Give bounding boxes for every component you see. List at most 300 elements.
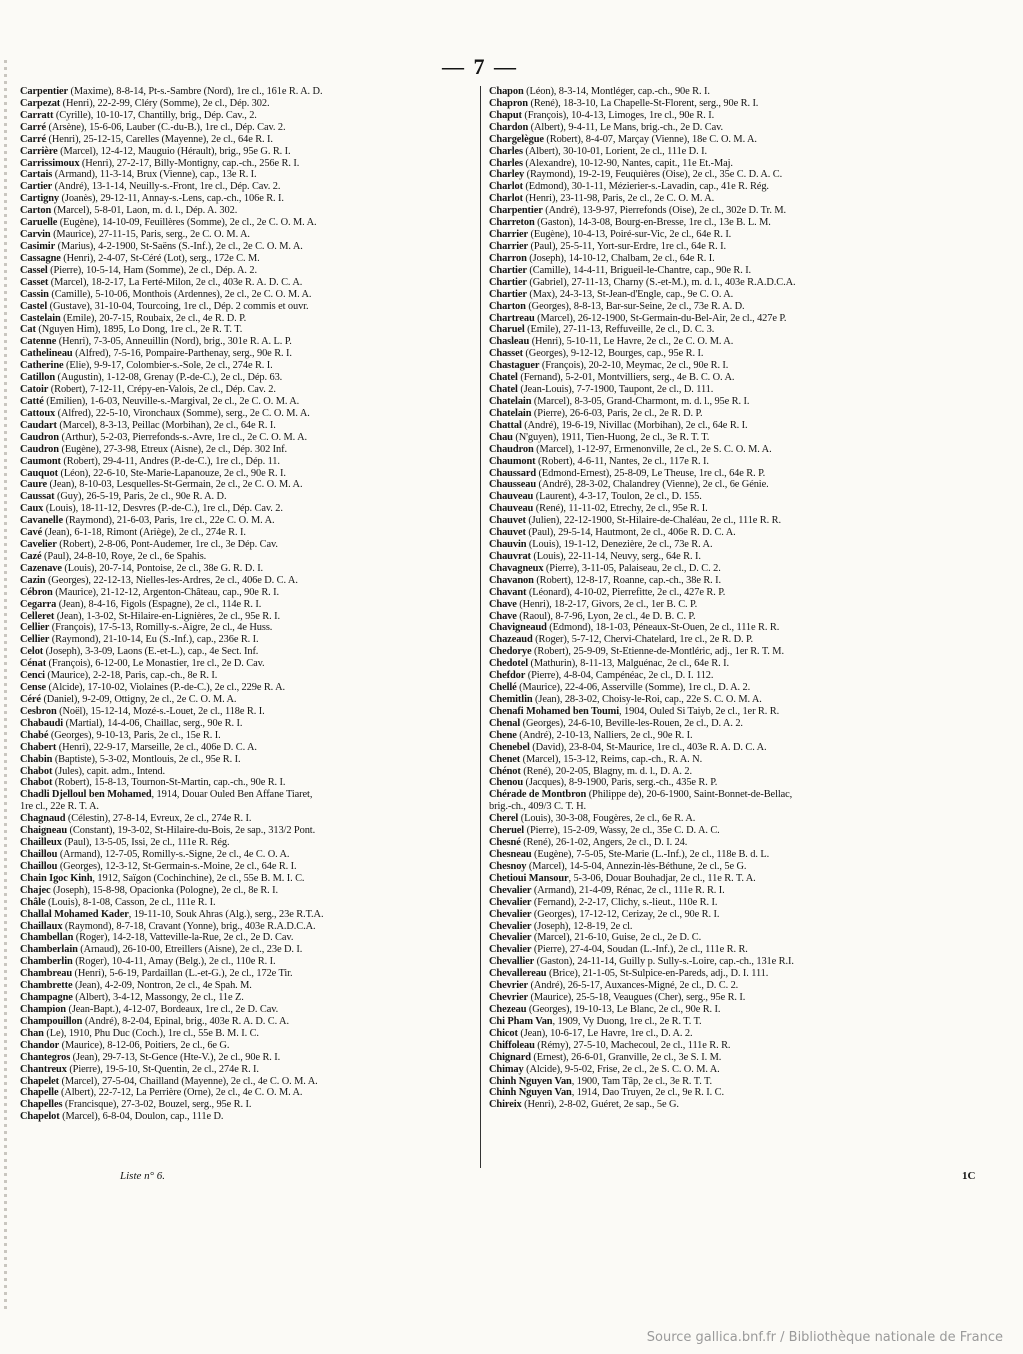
entry-details: (Brice), 21-1-05, St-Sulpice-en-Pareds, adj., D. I. 111. [546,968,769,980]
entry-row [489,1004,953,1016]
entry-surname: Catillon [20,372,55,384]
entry-details: (Eugène), 27-3-98, Etreux (Aisne), 2e cl., Dép. 302 Inf. [58,443,287,455]
entry-details: (André), 2-10-13, Nalliers, 2e cl., 90e R. I. [516,729,693,741]
entry-details: (Henri), 23-11-98, Paris, 2e cl., 2e C. O. M. A. [522,193,715,205]
entry-row [489,932,953,944]
entry-surname: Chatel [489,384,518,396]
entry-row [489,313,953,325]
entry-surname: Chargelègue [489,133,544,145]
entry-surname: Chastaguer [489,360,540,372]
entry-details: brig.-ch., 409/3 C. T. H. [489,801,586,813]
entry-surname: Cébron [20,586,53,598]
entry-details: (Maurice), 8-12-06, Poitiers, 2e cl., 6e G. [59,1039,230,1051]
entry-surname: Challal Mohamed Kader [20,908,129,920]
entry-row [489,277,953,289]
entry-surname: Carpentier [20,86,69,97]
entry-row [20,694,484,706]
entry-row [20,992,484,1004]
entry-row [489,813,953,825]
left-column [20,86,484,1166]
entry-surname: Caure [20,479,48,491]
entry-details: , 1914, Douar Ouled Ben Affane Tiaret, [151,789,313,801]
entry-row [20,539,484,551]
entry-row [489,730,953,742]
entry-row [20,348,484,360]
list-label: Liste n° 6. [120,1170,166,1182]
entry-row [489,825,953,837]
entry-row [489,348,953,360]
entry-details: (Robert), 15-8-13, Tournon-St-Martin, cap.-ch., 90e R. I. [52,777,286,789]
entry-row [20,789,484,801]
entry-surname: Catoir [20,384,49,396]
entry-row [20,897,484,909]
entry-surname: Chetioui Mansour [489,872,569,884]
entry-surname: Chinh Nguyen Van [489,1075,572,1087]
entry-details: (Marcel), 26-12-1900, St-Germain-du-Bel-Air, 2e cl., 427e P. [534,312,787,324]
entry-details: (Maxime), 8-8-14, Pt-s.-Sambre (Nord), 1re cl., 161e R. A. D. [68,86,323,97]
entry-surname: Chesneau [489,849,532,860]
entry-details: (Albert), 3-4-12, Massongy, 2e cl., 11e Z. [72,992,244,1004]
entry-details: (Gustave), 31-10-04, Tourcoing, 1re cl., Dép. 2 commis et ouvr. [47,300,309,312]
entry-details: (Pierre), 27-4-04, Soudan (L.-Inf.), 2e cl., 111e R. R. [531,944,748,956]
entry-row [489,718,953,730]
entry-details: (Marcel), 8-3-05, Grand-Charmont, m. d. l., 95e R. I. [531,395,750,407]
entry-surname: Cazé [20,550,42,562]
entry-row [489,885,953,897]
entry-details: (Emile), 20-7-15, Roubaix, 2e cl., 4e R. D. P. [60,312,247,324]
entry-details: (Henri), 2-8-02, Guéret, 2e sap., 5e G. [521,1099,679,1111]
entry-details: (Léonard), 4-10-02, Pierrefitte, 2e cl., 427e R. P. [526,586,726,598]
entry-surname: Caussat [20,491,55,503]
entry-row [20,265,484,277]
entry-row [489,968,953,980]
entry-surname: Celleret [20,610,55,622]
entry-details: (René), 11-11-02, Etrechy, 2e cl., 95e R. I. [533,503,708,515]
entry-details: (René), 20-2-05, Blagny, m. d. l., D. A. 2. [520,765,692,777]
entry-details: (Pierre), 15-2-09, Wassy, 2e cl., 35e C. D. A. C. [524,825,720,837]
entry-details: (Georges), 9-10-13, Paris, 2e cl., 15e R. I. [48,729,221,741]
entry-details: (Elie), 9-9-17, Colombier-s.-Sole, 2e cl., 274e R. I. [63,360,273,372]
entry-surname: Chedorye [489,646,532,658]
entry-surname: Chignard [489,1051,531,1063]
entry-surname: Chamberlin [20,956,73,968]
entry-row [489,444,953,456]
entry-details: (André), 13-1-14, Neuilly-s.-Front, 1re cl., Dép. Cav. 2. [52,181,281,193]
entry-row [20,622,484,634]
entry-row [20,491,484,503]
entry-surname: Cassagne [20,252,61,264]
entry-surname: Champagne [20,992,73,1004]
entry-details: (Louis), 20-7-14, Pontoise, 2e cl., 38e G. R. D. I. [61,562,264,574]
entry-details: (André), 8-2-04, Epinal, brig., 403e R. A. D. C. A. [82,1015,289,1027]
entry-row [489,158,953,170]
entry-row [20,479,484,491]
entry-surname: Castelain [20,312,61,324]
entry-row [489,1076,953,1088]
entry-surname: Chenebel [489,741,530,753]
entry-details: (Pierre), 10-5-14, Ham (Somme), 2e cl., Dép. A. 2. [47,264,257,276]
entry-row [489,742,953,754]
entry-row [489,515,953,527]
entry-surname: Chevallereau [489,968,547,980]
entry-surname: Cellier [20,634,50,646]
entry-surname: Cartigny [20,193,60,205]
entry-details: (François), 17-5-13, Romilly-s.-Aigre, 2e cl., 4e Huss. [49,622,273,634]
entry-details: (Henri), 5-6-19, Pardaillan (L.-et-G.), 2e cl., 172e Tir. [72,968,293,980]
entry-row [20,181,484,193]
entry-surname: Charron [489,252,527,264]
entry-surname: Chambellan [20,932,74,944]
entry-details: (Ernest), 26-6-01, Granville, 2e cl., 3e S. I. M. [530,1051,722,1063]
entry-details: (Joseph), 12-8-19, 2e cl. [531,920,633,932]
entry-details: (Marcel), 12-4-12, Mauguio (Hérault), brig., 95e G. R. I. [57,145,291,157]
entry-surname: Charton [489,300,526,312]
entry-row [489,909,953,921]
entry-surname: Chapelot [20,1111,60,1123]
entry-row [20,909,484,921]
entry-surname: Charreton [489,217,535,229]
entry-surname: Chenal [489,717,521,729]
entry-details: (André), 26-5-17, Auxances-Migné, 2e cl., D. C. 2. [528,980,739,992]
entry-row [489,229,953,241]
entry-row [20,599,484,611]
entry-row [20,217,484,229]
entry-details: (Maurice), 2-2-18, Paris, cap.-ch., 8e R. I. [44,670,218,682]
entry-row [489,801,953,813]
entry-row [489,1087,953,1099]
entry-row [20,944,484,956]
entry-surname: Cartais [20,169,53,181]
entry-surname: Chauvet [489,515,526,527]
entry-details: (Jean), 1-3-02, St-Hilaire-en-Lignières, 2e cl., 95e R. I. [54,610,280,622]
entry-row [489,134,953,146]
entry-surname: Céré [20,694,41,706]
entry-details: , 19-11-10, Souk Ahras (Alg.), serg., 23e R.T.A. [128,908,324,920]
entry-details: (Armand), 12-7-05, Romilly-s.-Signe, 2e cl., 4e C. O. A. [57,849,290,860]
entry-details: (Gaston), 14-3-08, Bourg-en-Bresse, 1re cl., 13e B. L. M. [534,217,771,229]
entry-surname: Chaussard [489,467,537,479]
entry-row [489,646,953,658]
entry-row [489,491,953,503]
entry-details: (Roger), 14-2-18, Vatteville-la-Rue, 2e cl., 2e D. Cav. [73,932,294,944]
entry-details: (Henri), 5-10-11, Le Havre, 2e cl., 2e C. O. M. A. [529,336,734,348]
entry-row [20,241,484,253]
entry-details: (Baptiste), 5-3-02, Montlouis, 2e cl., 95e R. I. [52,753,241,765]
entry-details: (Robert), 2-8-06, Pont-Audemer, 1re cl., 3e Dép. Cav. [56,539,278,551]
entry-details: (Daniel), 9-2-09, Ottigny, 2e cl., 2e C. O. M. A. [40,694,237,706]
entry-surname: Cavelier [20,539,57,551]
entry-surname: Charpentier [489,205,543,217]
entry-surname: Chevallier [489,956,535,968]
entry-row [489,1064,953,1076]
entry-surname: Charlot [489,193,523,205]
entry-surname: Chasleau [489,336,530,348]
entry-surname: Cathelineau [20,348,73,360]
entry-row [20,1052,484,1064]
entry-details: , 1909, Vy Duong, 1re cl., 2e R. T. T. [552,1015,702,1027]
entry-details: (Georges), 24-6-10, Beville-les-Rouen, 2e cl., D. A. 2. [520,717,743,729]
entry-details: (Henri), 7-3-05, Anneuillin (Nord), brig., 301e R. A. L. P. [56,336,292,348]
entry-surname: Cheruel [489,825,525,837]
entry-row [20,634,484,646]
entry-details: (Marcel), 6-8-04, Doulon, cap., 111e D. [59,1111,224,1123]
entry-row [489,944,953,956]
entry-row [20,873,484,885]
entry-row [489,98,953,110]
sheet-mark: 1C [962,1170,976,1182]
entry-surname: Chauvrat [489,550,531,562]
entry-surname: Chau [489,431,513,443]
entry-details: (Jean-Bapt.), 4-12-07, Bordeaux, 1re cl., 2e D. Cav. [65,1003,279,1015]
entry-surname: Cenci [20,670,45,682]
entry-row [489,992,953,1004]
entry-surname: Chabaudi [20,717,64,729]
entry-surname: Chicot [489,1027,518,1039]
entry-row [20,1087,484,1099]
entry-row [20,205,484,217]
entry-surname: Cassin [20,288,49,300]
entry-row [489,694,953,706]
entry-surname: Chabé [20,729,49,741]
entry-surname: Chaudron [489,443,534,455]
entry-details: (Arsène), 15-6-06, Lauber (C.-du-B.), 1re cl., Dép. Cav. 2. [46,121,286,133]
entry-surname: Chatel [489,372,518,384]
entry-row [489,169,953,181]
entry-row [20,718,484,730]
entry-row [489,146,953,158]
entry-details: (Joseph), 14-10-12, Chalbam, 2e cl., 64e R. I. [526,252,715,264]
entry-details: (Maurice), 25-5-18, Veaugues (Cher), serg., 95e R. I. [528,992,746,1004]
entry-surname: Châle [20,896,46,908]
entry-details: (Henri), 18-2-17, Givors, 2e cl., 1er B. C. P. [516,598,698,610]
entry-row [489,754,953,766]
entry-surname: Chireix [489,1099,522,1111]
entry-surname: Chapelle [20,1087,59,1099]
entry-row [20,825,484,837]
entry-surname: Cavé [20,527,43,539]
entry-surname: Chavant [489,586,527,598]
entry-row [489,634,953,646]
entry-row [20,742,484,754]
entry-details: (Roger), 10-4-11, Amay (Belg.), 2e cl., 110e R. I. [72,956,276,968]
entry-surname: Chabin [20,753,53,765]
entry-details: (Marius), 4-2-1900, St-Saëns (S.-Inf.), 2e cl., 2e C. O. M. A. [55,240,303,252]
entry-details: (Martial), 14-4-06, Chaillac, serg., 90e R. I. [63,717,243,729]
entry-details: (Philippe de), 20-6-1900, Saint-Bonnet-de-Bellac, [586,789,793,801]
entry-row [489,563,953,575]
entry-details: (Louis), 19-1-12, Denezière, 2e cl., 73e R. A. [526,539,713,551]
entry-surname: Chellé [489,682,517,694]
entry-row [20,515,484,527]
entry-details: (Max), 24-3-13, St-Jean-d'Engle, cap., 9e C. O. A. [526,288,734,300]
entry-surname: Caudron [20,443,59,455]
entry-row [20,456,484,468]
entry-details: (André), 28-3-02, Chalandrey (Vienne), 2e cl., 6e Génie. [536,479,769,491]
entry-row [20,1099,484,1111]
entry-surname: Caumont [20,455,61,467]
entry-details: (René), 18-3-10, La Chapelle-St-Florent, serg., 90e R. I. [527,97,759,109]
entry-surname: Chabot [20,777,53,789]
entry-surname: Celot [20,646,44,658]
entry-details: (Jean), 10-6-17, Le Havre, 1re cl., D. A. 2. [517,1027,693,1039]
entry-details: (Jean), 4-2-09, Nontron, 2e cl., 4e Spah. M. [72,980,252,992]
entry-row [489,599,953,611]
entry-details: (Louis), 18-11-12, Desvres (P.-de-C.), 1re cl., Dép. Cav. 2. [43,503,283,515]
entry-row [20,229,484,241]
entry-row [20,444,484,456]
entry-details: (André), 13-9-97, Pierrefonds (Oise), 2e cl., 302e D. Tr. M. [542,205,786,217]
source-credit: Source gallica.bnf.fr / Bibliothèque nationale de France [646,1330,1003,1345]
entry-row [489,897,953,909]
entry-surname: Chapron [489,97,528,109]
entry-details: (Fernand), 2-2-17, Clichy, s.-lieut., 110e R. I. [531,896,718,908]
entry-details: (Mathurin), 8-11-13, Malguénac, 2e cl., 64e R. I. [528,658,729,670]
entry-surname: Chartreau [489,312,535,324]
entry-details: , 5-3-06, Douar Bouhadjar, 2e cl., 11e R. T. A. [568,872,756,884]
entry-row [20,158,484,170]
entry-row [489,336,953,348]
entry-surname: Caudron [20,431,59,443]
entry-details: (Georges), 8-8-13, Bar-sur-Seine, 2e cl., 73e R. A. D. [525,300,745,312]
entry-surname: Caudart [20,419,57,431]
entry-surname: Chaillou [20,849,58,860]
entry-row [20,336,484,348]
entry-surname: Chevalier [489,920,532,932]
entry-row [20,551,484,563]
entry-row [489,921,953,933]
entry-row [489,837,953,849]
entry-details: (Roger), 5-7-12, Chervi-Chatelard, 1re cl., 2e R. D. P. [532,634,753,646]
entry-row [489,408,953,420]
entry-surname: Cauquot [20,467,58,479]
entry-surname: Chajec [20,884,51,896]
entry-details: (Emilien), 1-6-03, Neuville-s.-Margival, 2e cl., 2e C. O. M. A. [43,395,300,407]
entry-surname: Casset [20,276,49,288]
entry-row [489,539,953,551]
entry-details: (Louis), 8-1-08, Casson, 2e cl., 111e R. I. [45,896,216,908]
entry-row [20,384,484,396]
entry-row [20,1076,484,1088]
entry-surname: Chauveau [489,491,534,503]
entry-details: (Maurice), 27-11-15, Paris, serg., 2e C. O. M. A. [50,229,250,241]
entry-details: (Célestin), 27-8-14, Evreux, 2e cl., 274e R. I. [65,813,252,825]
entry-row [20,801,484,813]
binding-edge [4,60,7,1310]
entry-details: (Guy), 26-5-19, Paris, 2e cl., 90e R. A. D. [54,491,227,503]
entry-surname: Chedotel [489,658,529,670]
entry-details: (Cyrille), 10-10-17, Chantilly, brig., Dép. Cav., 2. [53,109,257,121]
entry-surname: Carré [20,133,47,145]
entry-row [489,575,953,587]
entry-details: (Robert), 29-4-11, Andres (P.-de-C.), 1re cl., Dép. 11. [60,455,280,467]
entry-surname: Charley [489,169,525,181]
entry-surname: Cazenave [20,562,62,574]
entry-surname: Charlot [489,181,523,193]
entry-surname: Chausseau [489,479,537,491]
entry-details: (Raymond), 8-7-18, Cravant (Yonne), brig., 403e R.A.D.C.A. [62,920,316,932]
entry-surname: Carratt [20,109,54,121]
entry-surname: Charrier [489,240,529,252]
entry-row [20,122,484,134]
entry-row [20,706,484,718]
entry-surname: Cartier [20,181,53,193]
entry-details: (Albert), 22-7-12, La Perrière (Orne), 2e cl., 4e C. O. M. A. [58,1087,303,1099]
entry-row [20,98,484,110]
entry-details: (Jean), 8-4-16, Figols (Espagne), 2e cl., 114e R. I. [56,598,262,610]
entry-surname: Chinh Nguyen Van [489,1087,572,1099]
entry-surname: Carton [20,205,52,217]
entry-surname: Cattoux [20,407,56,419]
entry-details: (Marcel), 27-5-04, Chailland (Mayenne), 2e cl., 4e C. O. M. A. [59,1075,318,1087]
entry-surname: Carré [20,121,47,133]
entry-surname: Cavanelle [20,515,63,527]
entry-details: (Robert), 25-9-09, St-Etienne-de-Montléric, adj., 1er R. T. M. [531,646,784,658]
entry-surname: Cassel [20,264,48,276]
entry-details: (Eugène), 10-4-13, Poiré-sur-Vic, 2e cl., 64e R. I. [528,229,732,241]
entry-details: (Raymond), 21-6-03, Paris, 1re cl., 22e C. O. M. A. [62,515,275,527]
entry-details: (Jacques), 8-9-1900, Paris, serg.-ch., 435e R. P. [523,777,718,789]
entry-details: (Joanès), 29-12-11, Annay-s.-Lens, cap.-ch., 106e R. I. [59,193,284,205]
entry-surname: Cherel [489,813,519,825]
entry-details: (Marcel), 21-6-10, Guise, 2e cl., 2e D. C. [531,932,702,944]
entry-details: (Léon), 8-3-14, Montléger, cap.-ch., 90e R. I. [523,86,710,97]
entry-details: (Henri), 25-12-15, Carelles (Mayenne), 2e cl., 64e R. I. [46,133,273,145]
entry-details: (François), 10-4-13, Limoges, 1re cl., 90e R. I. [521,109,715,121]
entry-surname: Champouillon [20,1015,83,1027]
entry-surname: Catenne [20,336,57,348]
entry-row [489,217,953,229]
entry-details: (Marcel), 18-2-17, La Ferté-Milon, 2e cl., 403e R. A. D. C. A. [48,276,303,288]
entry-row [489,193,953,205]
entry-details: (Pierre), 26-6-03, Paris, 2e cl., 2e R. D. P. [531,407,703,419]
entry-details: (Jean), 28-3-02, Choisy-le-Roi, cap., 22e S. C. O. M. A. [532,694,762,706]
entry-row [20,885,484,897]
entry-surname: Cellier [20,622,50,634]
entry-surname: Chavanon [489,574,534,586]
entry-details: (Raoul), 8-7-96, Lyon, 2e cl., 4e D. B. C. P. [516,610,696,622]
entry-row [489,527,953,539]
entry-row [20,980,484,992]
entry-surname: Chauvin [489,539,527,551]
entry-row [20,813,484,825]
entry-surname: Chiffoleau [489,1039,535,1051]
entry-surname: Chartier [489,276,527,288]
entry-details: (Pierre), 4-8-04, Campénéac, 2e cl., D. I. 112. [525,670,714,682]
entry-row [20,134,484,146]
entry-row [489,670,953,682]
entry-row [20,1040,484,1052]
entry-row [489,980,953,992]
entry-surname: Chasset [489,348,523,360]
entry-surname: Chenafi Mohamed ben Toumi [489,705,620,717]
entry-details: (Louis), 22-11-14, Neuvy, serg., 64e R. I. [530,550,701,562]
entry-row [20,360,484,372]
entry-row [20,277,484,289]
entry-row [489,861,953,873]
entry-row [20,527,484,539]
page-number: — 7 — [442,54,518,79]
entry-surname: Chene [489,729,517,741]
entry-surname: Chefdor [489,670,526,682]
entry-surname: Chambreau [20,968,73,980]
entry-row [20,777,484,789]
entry-details: (Georges), 9-12-12, Bourges, cap., 95e R. I. [522,348,704,360]
entry-surname: Chaumont [489,455,536,467]
entry-details: (Francisque), 27-3-02, Bouzel, serg., 95e R. I. [62,1099,252,1111]
entry-details: (Alfred), 7-5-16, Pompaire-Parthenay, serg., 90e R. I. [72,348,292,360]
entry-surname: Champion [20,1003,66,1015]
entry-details: (Marcel), 15-3-12, Reims, cap.-ch., R. A. N. [520,753,703,765]
